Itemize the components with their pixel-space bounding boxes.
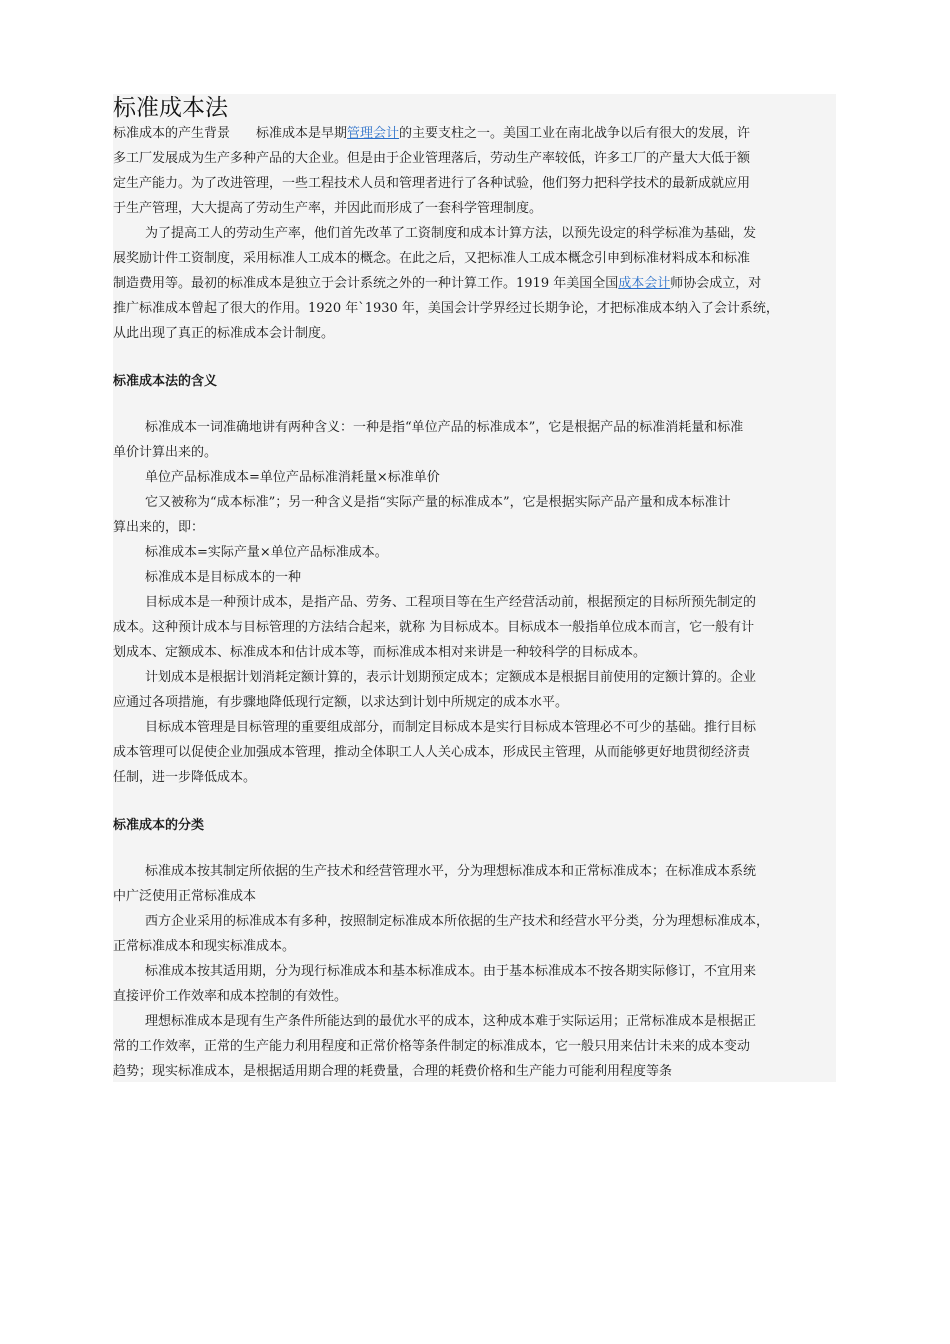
paragraph-line: 任制，进一步降低成本。 <box>113 770 257 785</box>
paragraph-line: 计划成本是根据计划消耗定额计算的，表示计划期预定成本；定额成本是根据目前使用的定额计算的。企业 <box>145 670 757 685</box>
paragraph-line: 标准成本一词准确地讲有两种含义：一种是指“单位产品的标准成本”，它是根据产品的标准消耗量和标准 <box>145 420 744 435</box>
paragraph-line: 定生产能力。为了改进管理，一些工程技术人员和管理者进行了各种试验，他们努力把科学技术的最新成就应用 <box>113 176 751 191</box>
paragraph-line: 推广标准成本曾起了很大的作用。1920 年`1930 年，美国会计学界经过长期争论，才把标准成本纳入了会计系统， <box>113 301 779 316</box>
paragraph-line: 于生产管理，大大提高了劳动生产率，并因此而形成了一套科学管理制度。 <box>113 201 543 216</box>
section-label: 标准成本的产生背景 <box>113 126 231 141</box>
section-heading: 标准成本的分类 <box>113 818 205 833</box>
paragraph-line: 目标成本管理是目标管理的重要组成部分，而制定目标成本是实行目标成本管理必不可少的基础。推行目标 <box>145 720 757 735</box>
paragraph-line: 西方企业采用的标准成本有多种，按照制定标准成本所依据的生产技术和经营水平分类，分为理想标准成本， <box>145 914 770 929</box>
formula-line: 标准成本=实际产量×单位产品标准成本。 <box>145 545 388 560</box>
paragraph-line: 常的工作效率，正常的生产能力利用程度和正常价格等条件制定的标准成本，它一般只用来估计未来的成本变动 <box>113 1039 751 1054</box>
paragraph-line: 标准成本按其适用期，分为现行标准成本和基本标准成本。由于基本标准成本不按各期实际修订，不宜用来 <box>145 964 757 979</box>
paragraph-line: 多工厂发展成为生产多种产品的大企业。但是由于企业管理落后，劳动生产率较低，许多工厂的产量大大低于额 <box>113 151 751 166</box>
paragraph-line: 直接评价工作效率和成本控制的有效性。 <box>113 989 348 1004</box>
paragraph-line: 展奖励计件工资制度，采用标准人工成本的概念。在此之后，又把标准人工成本概念引申到标准材料成本和标准 <box>113 251 751 266</box>
paragraph-line: 正常标准成本和现实标准成本。 <box>113 939 296 954</box>
paragraph-line: 制造费用等。最初的标准成本是独立于会计系统之外的一种计算工作。1919 年美国全国成本会计师协会成立，对 <box>113 276 762 291</box>
paragraph-line: 成本管理可以促使企业加强成本管理，推动全体职工人人关心成本，形成民主管理，从而能够更好地贯彻经济责 <box>113 745 751 760</box>
paragraph-line: 趋势；现实标准成本，是根据适用期合理的耗费量，合理的耗费价格和生产能力可能利用程度等条 <box>113 1064 673 1079</box>
paragraph-line: 理想标准成本是现有生产条件所能达到的最优水平的成本，这种成本难于实际运用；正常标准成本是根据正 <box>145 1014 757 1029</box>
paragraph-line: 单价计算出来的。 <box>113 445 218 460</box>
paragraph-line: 为了提高工人的劳动生产率，他们首先改革了工资制度和成本计算方法，以预先设定的科学标准为基础，发 <box>145 226 757 241</box>
paragraph-line: 标准成本的产生背景 标准成本是早期管理会计的主要支柱之一。美国工业在南北战争以后有很大的发展，许 <box>113 126 751 141</box>
section-heading: 标准成本法的含义 <box>113 374 218 389</box>
formula-line: 单位产品标准成本=单位产品标准消耗量×标准单价 <box>145 470 440 485</box>
paragraph-line: 中广泛使用正常标准成本 <box>113 889 257 904</box>
paragraph-line: 标准成本按其制定所依据的生产技术和经营管理水平，分为理想标准成本和正常标准成本；在标准成本系统 <box>145 864 757 879</box>
link-cost-accounting[interactable]: 成本会计 <box>618 276 671 291</box>
paragraph-line: 算出来的，即： <box>113 520 205 535</box>
link-management-accounting[interactable]: 管理会计 <box>347 126 400 141</box>
paragraph-line: 应通过各项措施，有步骤地降低现行定额，以求达到计划中所规定的成本水平。 <box>113 695 569 710</box>
paragraph-line: 它又被称为“成本标准”；另一种含义是指“实际产量的标准成本”，它是根据实际产品产量和成本标准计 <box>145 495 731 510</box>
document-title: 标准成本法 <box>113 95 228 121</box>
paragraph-line: 目标成本是一种预计成本，是指产品、劳务、工程项目等在生产经营活动前，根据预定的目标所预先制定的 <box>145 595 757 610</box>
paragraph-line: 标准成本是目标成本的一种 <box>145 570 302 585</box>
paragraph-line: 从此出现了真正的标准成本会计制度。 <box>113 326 335 341</box>
paragraph-line: 成本。这种预计成本与目标管理的方法结合起来，就称 为目标成本。目标成本一般指单位成本而言，它一般有计 <box>113 620 755 635</box>
paragraph-line: 划成本、定额成本、标准成本和估计成本等，而标准成本相对来讲是一种较科学的目标成本。 <box>113 645 647 660</box>
